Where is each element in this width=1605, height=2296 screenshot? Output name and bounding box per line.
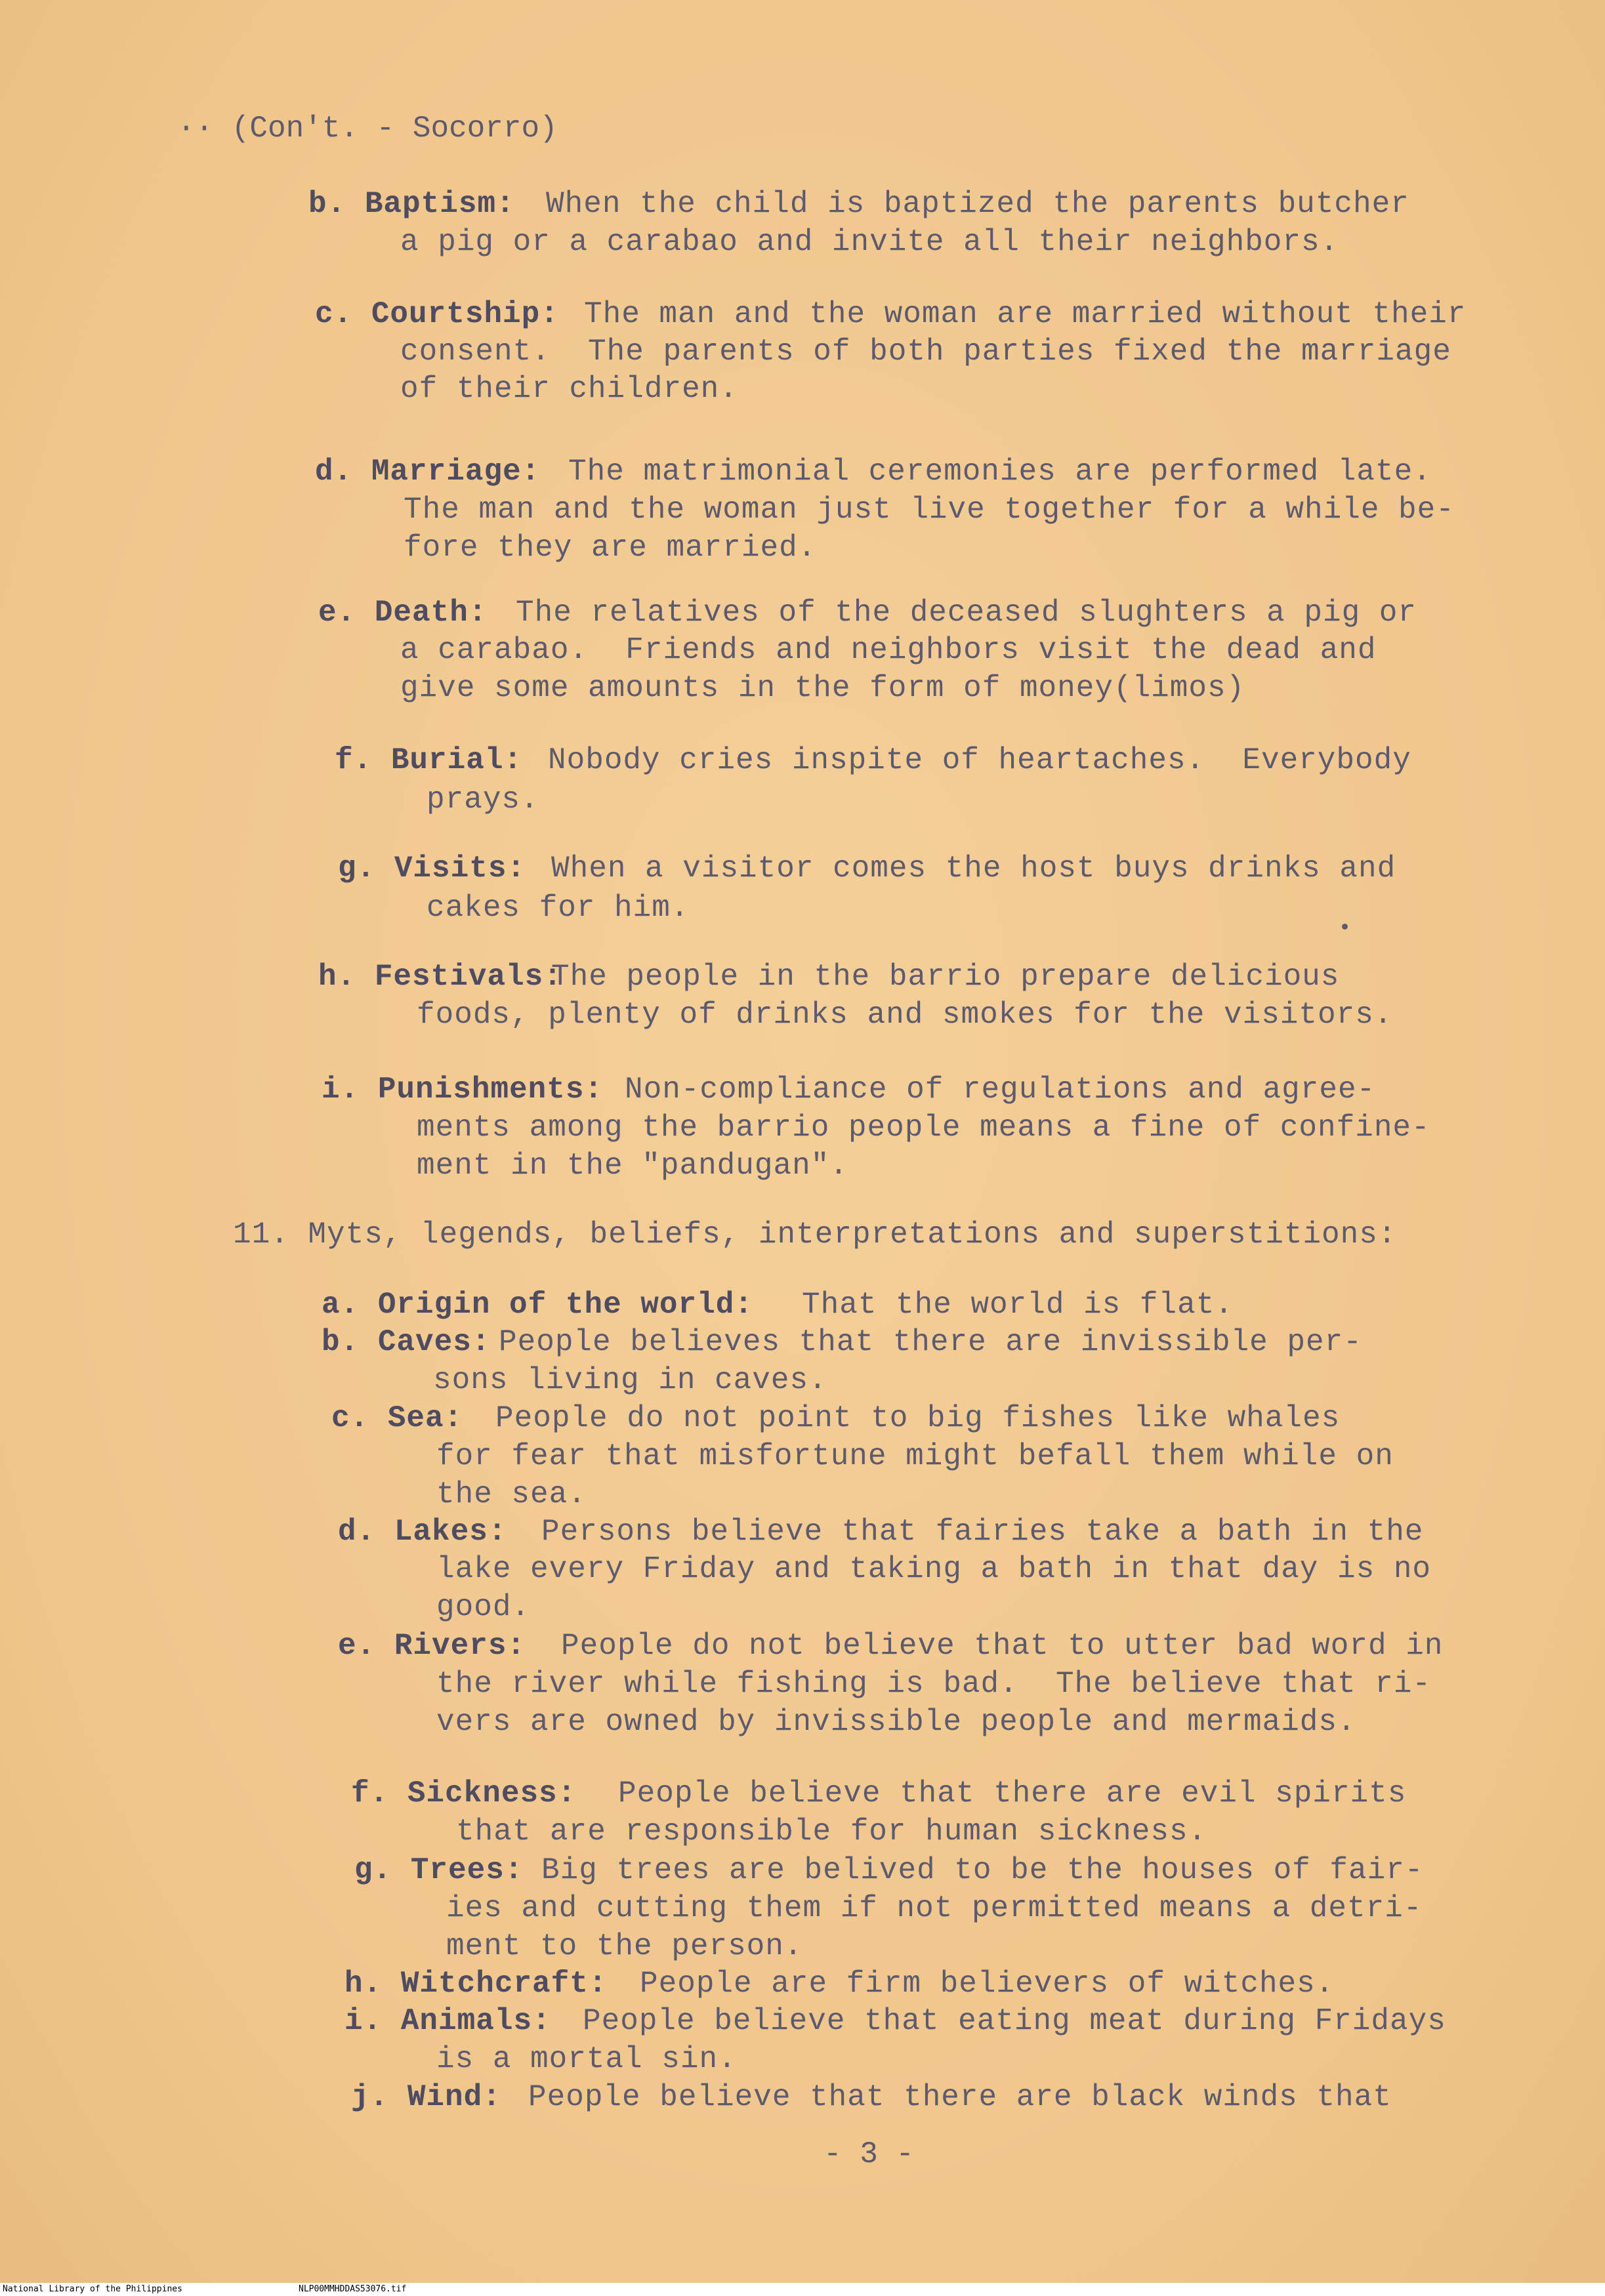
belief-item-text: good. [436, 1590, 531, 1624]
scan-footer [0, 2283, 1605, 2296]
custom-item-text: ment in the "pandugan". [417, 1149, 848, 1183]
custom-item-text: consent. The parents of both parties fixed the marriage [400, 335, 1451, 369]
belief-item-text: for fear that misfortune might befall them while on [436, 1439, 1394, 1473]
custom-item-text: prays. [427, 783, 539, 817]
belief-item-text: Persons believe that fairies take a bath in the [541, 1515, 1424, 1549]
belief-item-text: sons living in caves. [433, 1363, 827, 1397]
belief-item-text: lake every Friday and taking a bath in that day is no [436, 1552, 1432, 1586]
belief-item-text: vers are owned by invissible people and mermaids. [436, 1705, 1356, 1739]
custom-item-text: The relatives of the deceased slughters a pig or [516, 596, 1417, 630]
custom-item-text: Non-compliance of regulations and agree- [625, 1073, 1376, 1107]
belief-item-label: j. Wind: [351, 2080, 501, 2114]
custom-item-label: h. Festivals: [318, 960, 562, 994]
belief-item-text: That the world is flat. [802, 1288, 1234, 1322]
belief-item-label: h. Witchcraft: [344, 1967, 608, 2001]
custom-item-text: When a visitor comes the host buys drinks and [551, 851, 1396, 886]
belief-item-text: People believe that there are black winds that [528, 2080, 1392, 2114]
footer-file-id: NLP00MMHDDAS53076.tif [299, 2284, 407, 2294]
belief-item-text: ies and cutting them if not permitted means a detri- [446, 1891, 1423, 1925]
belief-item-label: c. Sea: [331, 1401, 463, 1435]
belief-item-label: b. Caves: [322, 1325, 491, 1359]
custom-item-text: a pig or a carabao and invite all their neighbors. [400, 225, 1339, 259]
custom-item-text: a carabao. Friends and neighbors visit the dead and [400, 633, 1377, 667]
custom-item-text: Nobody cries inspite of heartaches. Everybody [548, 743, 1411, 777]
belief-item-text: is a mortal sin. [436, 2042, 737, 2076]
custom-item-label: e. Death: [318, 596, 488, 630]
custom-item-text: cakes for him. [427, 891, 690, 925]
custom-item-label: g. Visits: [338, 851, 526, 886]
custom-item-label: b. Baptism: [308, 187, 515, 221]
belief-item-label: e. Rivers: [338, 1629, 526, 1663]
belief-item-label: i. Animals: [344, 2004, 551, 2038]
page-number: - 3 - [823, 2137, 915, 2171]
custom-item-label: c. Courtship: [315, 297, 559, 331]
custom-item-text: give some amounts in the form of money(limos) [400, 671, 1245, 705]
belief-item-text: the sea. [436, 1477, 587, 1511]
belief-item-text: that are responsible for human sickness. [456, 1814, 1207, 1849]
custom-item-text: The people in the barrio prepare delicious [551, 960, 1340, 994]
continuation-header: ·· (Con't. - Socorro) [177, 112, 558, 146]
belief-item-text: Big trees are belived to be the houses of fair- [541, 1853, 1424, 1887]
belief-item-label: d. Lakes: [338, 1515, 507, 1549]
custom-item-text: When the child is baptized the parents butcher [546, 187, 1409, 221]
custom-item-label: f. Burial: [335, 743, 523, 777]
custom-item-text: The matrimonial ceremonies are performed late. [568, 455, 1432, 489]
ink-speck [1342, 924, 1348, 930]
custom-item-text: The man and the woman just live together for a while be- [404, 493, 1455, 527]
custom-item-text: The man and the woman are married without their [584, 297, 1467, 331]
belief-item-text: People are firm believers of witches. [640, 1967, 1335, 2001]
belief-item-text: People believe that eating meat during Fridays [583, 2004, 1446, 2038]
belief-item-label: g. Trees: [354, 1853, 524, 1887]
custom-item-label: i. Punishments: [322, 1073, 604, 1107]
belief-item-text: People do not believe that to utter bad word in [561, 1629, 1444, 1663]
custom-item-text: foods, plenty of drinks and smokes for the visitors. [417, 998, 1393, 1032]
belief-item-text: People believes that there are invissible per- [499, 1325, 1362, 1359]
belief-item-text: the river while fishing is bad. The believe that ri- [436, 1667, 1432, 1701]
section-heading: 11. Myts, legends, beliefs, interpretations and superstitions: [233, 1218, 1397, 1252]
belief-item-text: People do not point to big fishes like whales [495, 1401, 1341, 1435]
custom-item-text: ments among the barrio people means a fine of confine- [417, 1111, 1430, 1145]
custom-item-label: d. Marriage: [315, 455, 541, 489]
custom-item-text: fore they are married. [404, 531, 817, 565]
belief-item-label: f. Sickness: [351, 1776, 577, 1811]
belief-item-text: ment to the person. [446, 1929, 803, 1963]
belief-item-text: People believe that there are evil spirits [618, 1776, 1407, 1811]
belief-item-label: a. Origin of the world: [322, 1288, 753, 1322]
custom-item-text: of their children. [400, 372, 738, 406]
footer-institution: National Library of the Philippines [3, 2284, 182, 2294]
